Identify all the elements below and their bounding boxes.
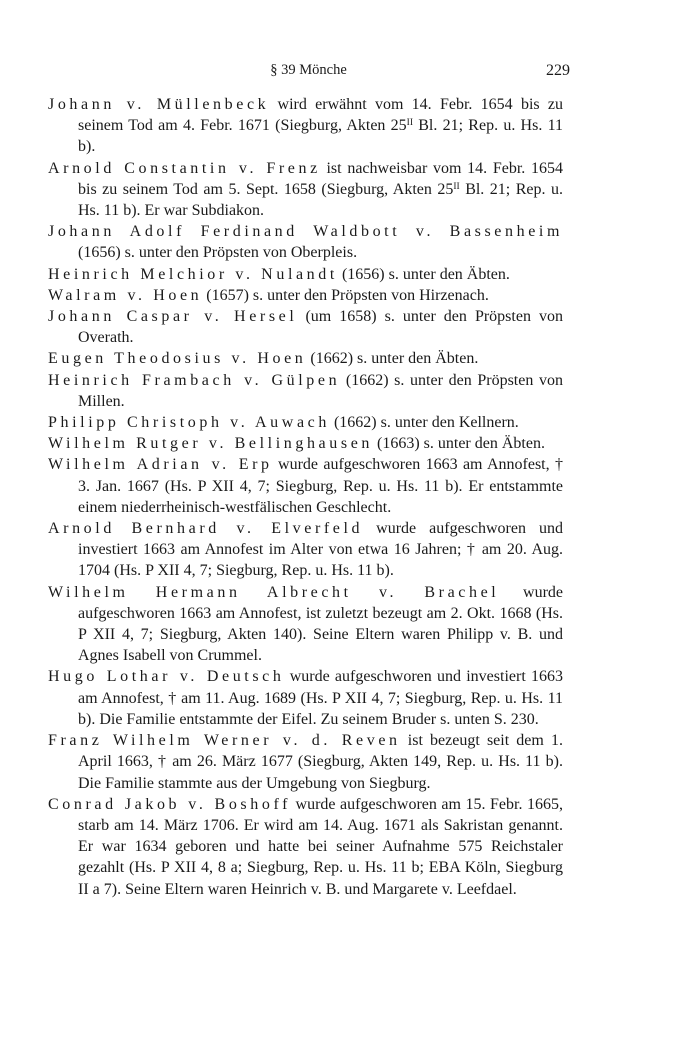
entry-text: ist bezeugt seit dem 1. April 1663, † am 26. März 1677 (Siegburg, Akten 149, Rep. u. Hs. 11 b). Die Familie stammte aus der Umgebung von Siegburg. bbox=[78, 732, 563, 792]
entry-text: wurde aufgeschworen am 15. Febr. 1665, starb am 14. März 1706. Er wird am 14. Aug. 1671 als Sakristan genannt. Er war 1634 geboren und hatte bei seiner Aufnahme 575 Reichstaler gezahlt (Hs. P XII 4, 8 a; Siegburg, Rep. u. Hs. 11 b; EBA Köln, Siegburg II a 7). Seine Eltern waren Heinrich v. B. und Margarete v. Leefdael. bbox=[78, 795, 563, 898]
entry-superscript: II bbox=[453, 181, 460, 192]
list-item bbox=[48, 348, 563, 369]
entry-name: Johann v. Müllenbeck bbox=[48, 96, 270, 113]
entry-list bbox=[48, 94, 563, 900]
list-item bbox=[48, 264, 563, 285]
list-item bbox=[48, 518, 563, 582]
entry-name: Eugen Theodosius v. Hoen bbox=[48, 350, 307, 368]
entry-name: Wilhelm Hermann Albrecht v. Brachel bbox=[48, 583, 500, 601]
entry-name: Hugo Lothar v. Deutsch bbox=[48, 668, 285, 686]
entry-superscript: II bbox=[406, 118, 413, 129]
entry-text-continued: Bl. 21; Rep. u. Hs. 11 b). bbox=[78, 117, 563, 156]
entry-text: (1662) s. unter den Pröpsten von Millen. bbox=[78, 371, 564, 410]
list-item bbox=[48, 794, 563, 900]
entry-name: Johann Adolf Ferdinand Waldbott v. Bassenheim bbox=[48, 223, 563, 241]
list-item bbox=[48, 158, 563, 222]
list-item bbox=[48, 221, 563, 263]
list-item bbox=[48, 454, 563, 518]
entry-name: Arnold Bernhard v. Elverfeld bbox=[48, 520, 364, 538]
page-header bbox=[47, 62, 570, 82]
list-item bbox=[48, 94, 563, 158]
list-item bbox=[48, 730, 563, 794]
entry-text: wurde aufgeschworen 1663 am Annofest, ist zuletzt bezeugt am 2. Okt. 1668 (Hs. P XII 4, 7; Siegburg, Akten 140). Seine Eltern waren Philipp v. B. und Agnes Isabell von Crummel. bbox=[78, 583, 563, 665]
entry-name: Johann Caspar v. Hersel bbox=[48, 308, 298, 326]
list-item bbox=[48, 433, 563, 454]
entry-text: wurde aufgeschworen und investiert 1663 am Annofest im Alter von etwa 16 Jahren; † am 20. Aug. 1704 (Hs. P XII 4, 7; Siegburg, Rep. u. Hs. 11 b). bbox=[78, 520, 563, 580]
entry-text: (1656) s. unter den Äbten. bbox=[337, 265, 510, 283]
list-item bbox=[48, 412, 563, 433]
list-item bbox=[48, 370, 563, 412]
entry-text: wurde aufgeschworen 1663 am Annofest, † 3. Jan. 1667 (Hs. P XII 4, 7; Siegburg, Rep. u. Hs. 11 b). Er entstammte einem niederrheinisch-westfälischen Geschlecht. bbox=[78, 456, 563, 516]
entry-name: Walram v. Hoen bbox=[48, 286, 203, 304]
list-item bbox=[48, 285, 563, 306]
list-item bbox=[48, 666, 563, 730]
running-title: § 39 Mönche bbox=[270, 62, 347, 78]
entry-text-continued: Bl. 21; Rep. u. Hs. 11 b). Er war Subdiakon. bbox=[78, 180, 563, 220]
entry-name: Arnold Constantin v. Frenz bbox=[48, 159, 321, 177]
entry-name: Wilhelm Rutger v. Bellinghausen bbox=[48, 435, 373, 453]
entry-name: Franz Wilhelm Werner v. d. Reven bbox=[48, 732, 401, 750]
entry-name: Heinrich Frambach v. Gülpen bbox=[48, 371, 341, 389]
list-item bbox=[48, 582, 563, 667]
list-item bbox=[48, 306, 563, 348]
entry-name: Conrad Jakob v. Boshoff bbox=[48, 795, 292, 813]
entry-name: Heinrich Melchior v. Nulandt bbox=[48, 265, 338, 283]
entry-text: (1656) s. unter den Pröpsten von Oberpleis. bbox=[78, 244, 358, 262]
page-number: 229 bbox=[546, 62, 570, 79]
entry-text: (1663) s. unter den Äbten. bbox=[373, 435, 545, 453]
entry-text: (1662) s. unter den Kellnern. bbox=[329, 414, 519, 432]
entry-text: (1657) s. unter den Pröpsten von Hirzenach. bbox=[202, 286, 489, 304]
entry-text: wurde aufgeschworen und investiert 1663 am Annofest, † am 11. Aug. 1689 (Hs. P XII 4, 7; Siegburg, Rep. u. Hs. 11 b). Die Familie entstammte der Eifel. Zu seinem Bruder s. unten S. 230. bbox=[78, 668, 563, 728]
entry-text: (1662) s. unter den Äbten. bbox=[306, 350, 479, 368]
entry-text: wird erwähnt vom 14. Febr. 1654 bis zu seinem Tod am 4. Febr. 1671 (Siegburg, Akten 25 bbox=[78, 96, 563, 135]
entry-text: (um 1658) s. unter den Pröpsten von Overath. bbox=[78, 308, 563, 347]
entry-text: ist nachweisbar vom 14. Febr. 1654 bis zu seinem Tod am 5. Sept. 1658 (Siegburg, Akten 25 bbox=[78, 159, 564, 198]
entry-name: Philipp Christoph v. Auwach bbox=[48, 414, 330, 432]
entry-name: Wilhelm Adrian v. Erp bbox=[48, 456, 273, 474]
